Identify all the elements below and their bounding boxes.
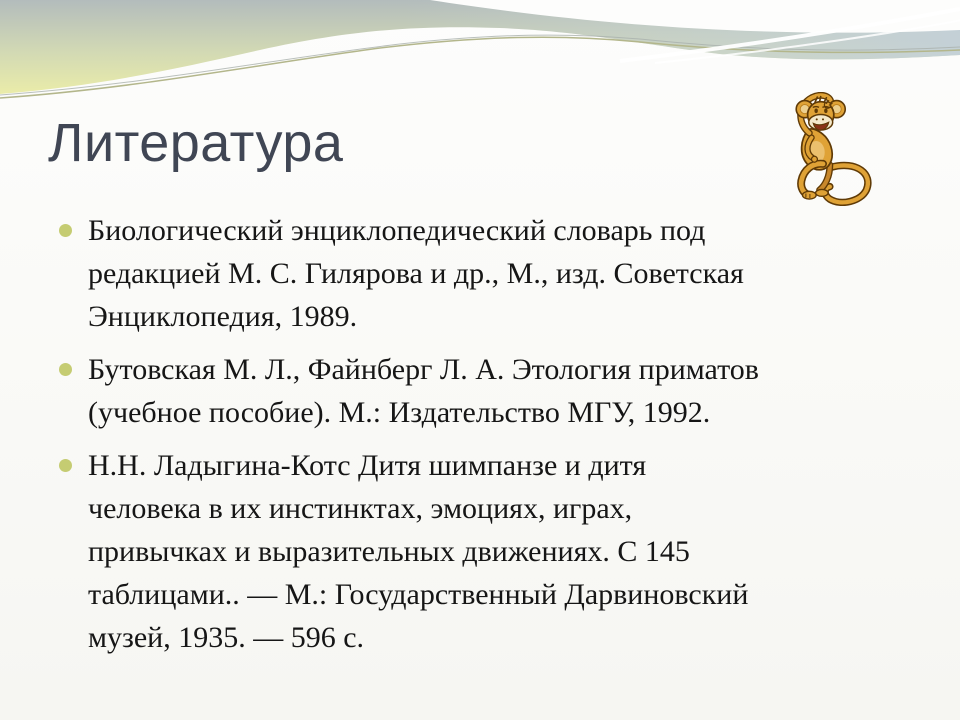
text-line: привычках и выразительных движениях. С 145: [88, 535, 690, 568]
slide-title: Литература: [48, 113, 344, 173]
text-line: Бутовская М. Л., Файнберг Л. А. Этология приматов: [88, 353, 759, 386]
text-line: Н.Н. Ладыгина-Котс Дитя шимпанзе и дитя: [88, 449, 647, 482]
list-item-reference-2: [56, 348, 928, 434]
list-item-reference-1: [56, 209, 928, 338]
list-item-reference-3: [56, 444, 928, 659]
text-line: Энциклопедия, 1989.: [88, 300, 358, 333]
text-line: таблицами.. — М.: Государственный Дарвиновский: [88, 578, 749, 611]
text-line: музей, 1935. — 596 с.: [88, 621, 365, 654]
text-line: редакцией М. С. Гилярова и др., М., изд. Советская: [88, 257, 744, 290]
bullet-icon: [59, 363, 72, 376]
text-line: Биологический энциклопедический словарь под: [88, 214, 706, 247]
bullet-icon: [59, 459, 72, 472]
bullet-list: [56, 209, 928, 669]
text-line: (учебное пособие). М.: Издательство МГУ, 1992.: [88, 396, 711, 429]
monkey-clipart-icon: [766, 92, 880, 206]
bullet-icon: [59, 224, 72, 237]
text-line: человека в их инстинктах, эмоциях, играх,: [88, 492, 633, 525]
